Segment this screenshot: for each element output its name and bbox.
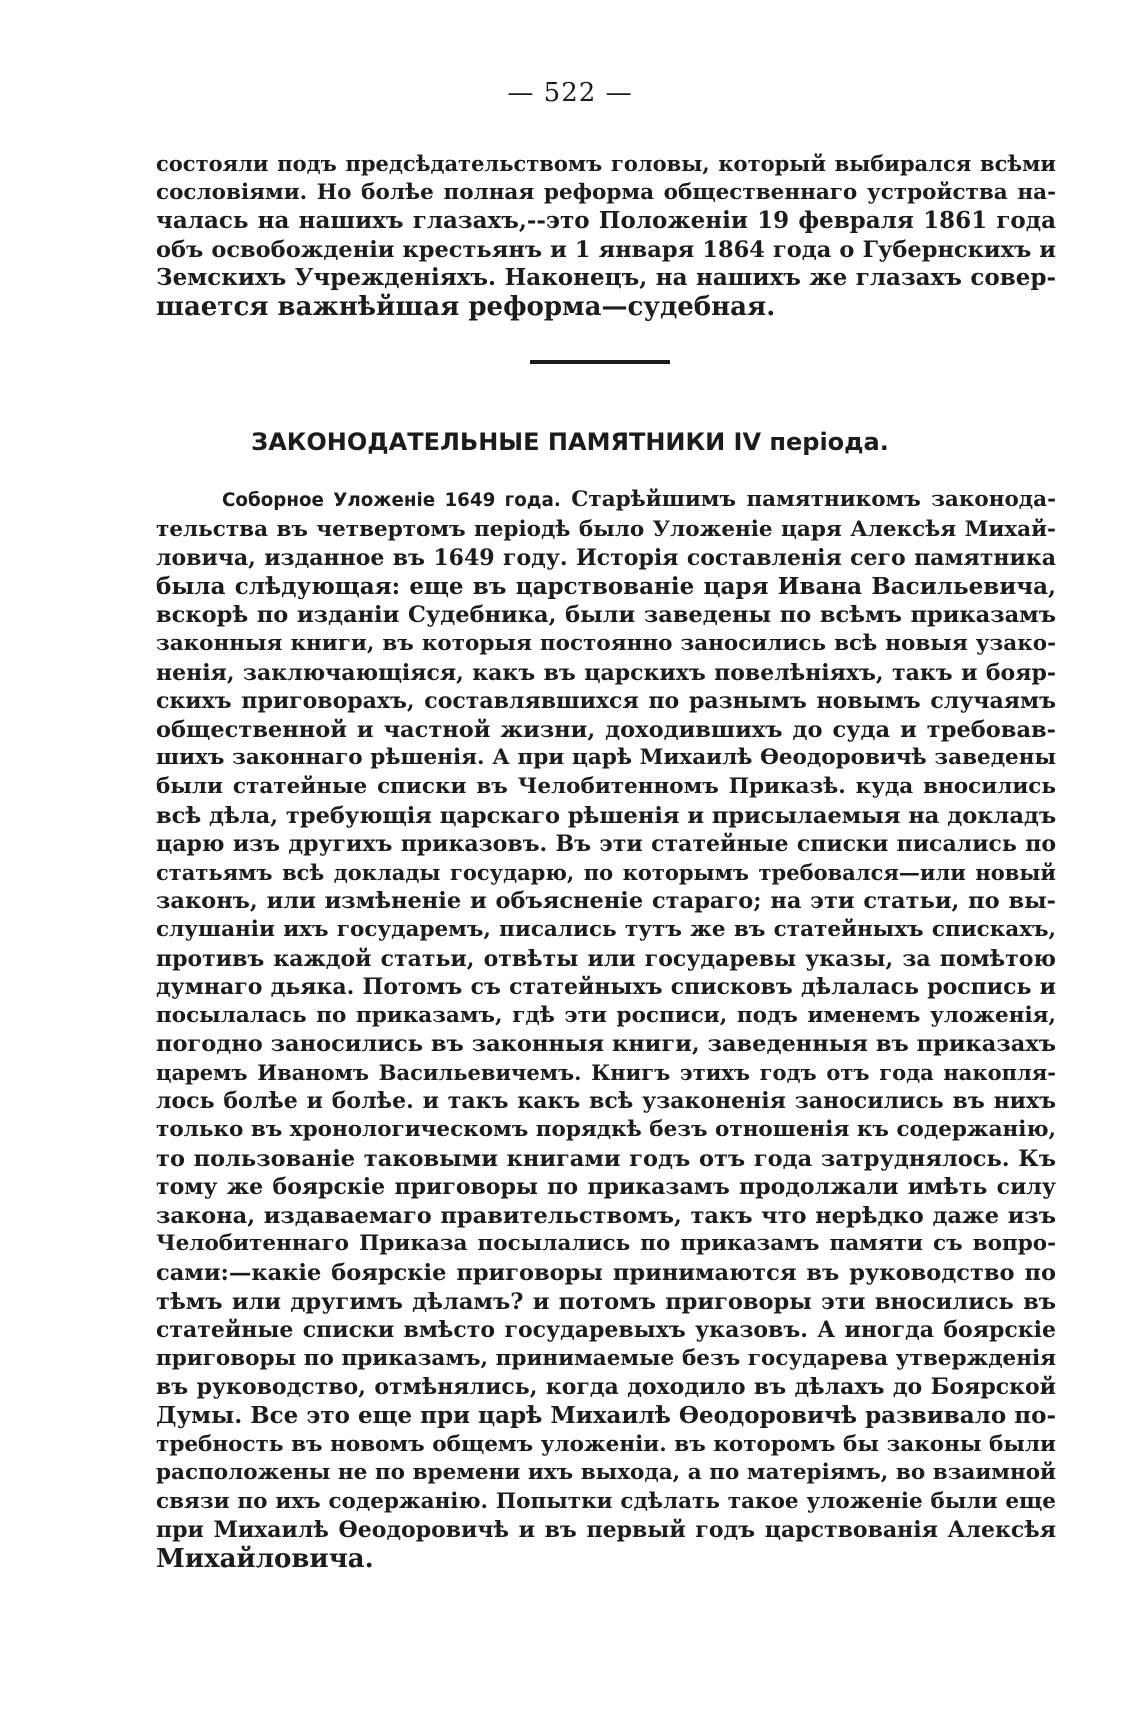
body-line: скихъ приговорахъ, составлявшихся по разнымъ новымъ случаямъ <box>156 688 1056 715</box>
body-line: требность въ новомъ общемъ уложеніи. въ которомъ бы законы были <box>156 1431 1056 1457</box>
body-line: связи по ихъ содержанію. Попытки сдѣлать такое уложеніе были еще <box>156 1488 1056 1514</box>
body-line: погодно заносились въ законныя книги, заведенныя въ приказахъ <box>156 1031 1056 1058</box>
intro-line: состояли подъ предсѣдательствомъ головы, который выбирался всѣми <box>156 151 1056 176</box>
body-line: въ руководство, отмѣнялись, когда доходило въ дѣлахъ до Боярской <box>156 1374 1056 1401</box>
intro-line: Земскихъ Учрежденіяхъ. Наконецъ, на нашихъ же глазахъ совер- <box>156 264 1056 292</box>
body-line: то пользованіе таковыми книгами годъ отъ года затруднялось. Къ <box>156 1145 1056 1172</box>
body-line: законъ, или измѣненіе и объясненіе стараго; на эти статьи, по вы- <box>156 888 1056 915</box>
body-line: сами:—какіе боярскіе приговоры принимаются въ руководство по <box>156 1260 1056 1287</box>
body-line: тѣмъ или другимъ дѣламъ? и потомъ приговоры эти вносились въ <box>156 1288 1056 1315</box>
body-line: ловича, изданное въ 1649 году. Исторія составленія сего памятника <box>156 545 1056 572</box>
section-divider <box>530 360 670 364</box>
body-line: Думы. Все это еще при царѣ Михаилѣ Ѳеодоровичѣ развивало по- <box>156 1402 1056 1429</box>
body-line: Михайловича. <box>156 1543 374 1574</box>
body-line: противъ каждой статьи, отвѣты или государевы указы, за помѣтою <box>156 945 1056 972</box>
body-line: шихъ законнаго рѣшенія. А при царѣ Михаилѣ Ѳеодоровичѣ заведены <box>156 745 1056 771</box>
intro-line: сословіями. Но болѣе полная реформа общественнаго устройства на- <box>156 179 1056 205</box>
body-line: были статейные списки въ Челобитенномъ Приказѣ. куда вносились <box>156 773 1056 799</box>
body-line: только въ хронологическомъ порядкѣ безъ отношенія къ содержанію, <box>156 1117 1056 1143</box>
body-line: при Михаилѣ Ѳеодоровичѣ и въ первый годъ царствованія Алексѣя <box>156 1517 1056 1544</box>
intro-line: чалась на нашихъ глазахъ,--это Положеніи 19 февраля 1861 года <box>156 207 1056 235</box>
body-line: приговоры по приказамъ, принимаемые безъ государева утвержденія <box>156 1345 1056 1371</box>
body-line: тельства въ четвертомъ періодѣ было Уложеніе царя Алексѣя Михай- <box>156 516 1056 542</box>
body-line: слушаніи ихъ государемъ, писались тутъ же въ статейныхъ спискахъ, <box>156 916 1056 942</box>
body-line: закона, издаваемаго правительствомъ, такъ что нерѣдко даже изъ <box>156 1202 1056 1229</box>
body-line: Челобитеннаго Приказа посылались по приказамъ памяти съ вопро- <box>156 1231 1056 1257</box>
intro-paragraph <box>156 150 1056 322</box>
body-line: общественной и частной жизни, доходившихъ до суда и требовав- <box>156 716 1056 743</box>
body-line: всѣ дѣла, требующія царскаго рѣшенія и присылаемыя на докладъ <box>156 802 1057 829</box>
body-line: царю изъ другихъ приказовъ. Въ эти статейные списки писались по <box>156 831 1056 858</box>
section-title: ЗАКОНОДАТЕЛЬНЫЕ ПАМЯТНИКИ IV періода. <box>251 428 889 456</box>
body-line: царемъ Иваномъ Васильевичемъ. Книгъ этихъ годъ отъ года накопля- <box>156 1059 1056 1085</box>
body-line: посылалась по приказамъ, гдѣ эти росписи, подъ именемъ уложенія, <box>156 1002 1056 1028</box>
body-line: была слѣдующая: еще въ царствованіе царя Ивана Васильевича, <box>156 572 1056 600</box>
body-line: статейные списки вмѣсто государевыхъ указовъ. А иногда боярскіе <box>156 1317 1056 1344</box>
intro-line: шается важнѣйшая реформа—судебная. <box>156 291 776 322</box>
body-line: ненія, заключающіяся, какъ въ царскихъ повелѣніяхъ, такъ и бояр- <box>156 659 1056 686</box>
body-paragraph <box>156 486 1056 1574</box>
run-in-heading: Соборное Уложеніе 1649 года. <box>222 490 561 511</box>
body-first-line <box>156 486 1056 516</box>
body-line: думнаго дьяка. Потомъ съ статейныхъ списковъ дѣлалась роспись и <box>156 974 1056 1001</box>
first-line-text: Старѣйшимъ памятникомъ законода- <box>560 487 1056 512</box>
intro-line: объ освобожденіи крестьянъ и 1 января 1864 года о Губернскихъ и <box>156 236 1056 263</box>
body-line: вскорѣ по изданіи Судебника, были заведены по всѣмъ приказамъ <box>156 602 1056 629</box>
body-line: статьямъ всѣ доклады государю, по которымъ требовался—или новый <box>156 859 1056 885</box>
body-line: тому же боярскіе приговоры по приказамъ продолжали имѣть силу <box>156 1174 1056 1201</box>
body-line: лось болѣе и болѣе. и такъ какъ всѣ узаконенія заносились въ нихъ <box>156 1088 1056 1115</box>
body-line: расположены не по времени ихъ выхода, а по матеріямъ, во взаимной <box>156 1460 1056 1486</box>
page-number: — 522 — <box>507 78 633 108</box>
body-line: законныя книги, въ которыя постоянно заносились всѣ новыя узако- <box>156 630 1056 656</box>
